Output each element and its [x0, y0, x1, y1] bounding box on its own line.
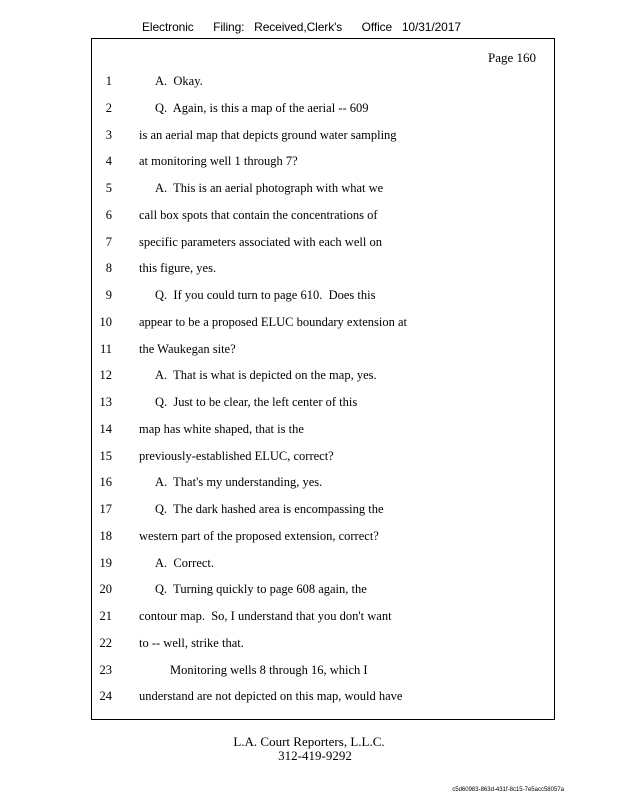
transcript-line	[0, 312, 618, 332]
transcript-line	[0, 339, 618, 359]
filing-stamp-part-4: Office	[361, 20, 393, 34]
footer-company: L.A. Court Reporters, L.L.C.	[233, 734, 385, 749]
transcript-line	[0, 526, 618, 546]
line-text: Q. The dark hashed area is encompassing the	[155, 502, 384, 516]
line-number: 17	[99, 502, 112, 516]
line-text: western part of the proposed extension, correct?	[139, 528, 379, 543]
line-number: 10	[99, 314, 112, 329]
line-number: 21	[99, 609, 112, 623]
line-text: at monitoring well 1 through 7?	[139, 154, 298, 169]
line-text: A. This is an aerial photograph with what we	[155, 181, 384, 195]
line-number: 18	[99, 528, 112, 543]
document-id: c5d60983-863d-431f-8c15-7e5acc58057a	[452, 787, 564, 793]
line-number: 4	[105, 154, 112, 169]
line-text: understand are not depicted on this map, would have	[139, 689, 403, 704]
line-number: 6	[105, 207, 112, 222]
line-text: is an aerial map that depicts ground water sampling	[139, 127, 397, 142]
transcript-line	[0, 660, 618, 680]
filing-stamp-part-3: Received,Clerk's	[254, 20, 343, 34]
line-number: 9	[105, 288, 112, 302]
transcript-line	[0, 419, 618, 439]
transcript-line	[0, 258, 618, 278]
line-text: map has white shaped, that is the	[139, 421, 304, 436]
line-number: 15	[99, 448, 112, 463]
line-number: 11	[99, 341, 112, 356]
transcript-line	[0, 499, 618, 519]
footer-phone: 312-419-9292	[278, 748, 352, 763]
line-number: 20	[99, 582, 112, 597]
line-number: 23	[99, 662, 112, 677]
line-text: to -- well, strike that.	[139, 635, 244, 650]
line-number: 1	[105, 74, 112, 88]
line-number: 24	[99, 689, 112, 704]
line-number: 3	[105, 127, 112, 142]
line-number: 7	[105, 234, 112, 249]
line-number: 5	[105, 181, 112, 195]
line-number: 14	[99, 421, 112, 436]
line-text: A. Okay.	[155, 74, 203, 88]
transcript-line	[0, 579, 618, 599]
filing-stamp-part-5: 10/31/2017	[401, 20, 461, 34]
filing-stamp-part-1: Electronic	[142, 20, 194, 34]
line-number: 13	[99, 395, 112, 409]
transcript-line	[0, 178, 618, 198]
transcript-line	[0, 553, 618, 573]
line-number: 16	[99, 475, 112, 490]
line-text: contour map. So, I understand that you don't want	[139, 609, 392, 623]
line-text: Q. If you could turn to page 610. Does this	[155, 288, 376, 302]
line-text: Monitoring wells 8 through 16, which I	[170, 662, 368, 677]
transcript-line	[0, 446, 618, 466]
transcript-line	[0, 285, 618, 305]
line-text: call box spots that contain the concentrations of	[139, 207, 378, 222]
transcript-line	[0, 98, 618, 118]
transcript-line	[0, 392, 618, 412]
line-text: Q. Turning quickly to page 608 again, the	[155, 582, 367, 597]
line-text: this figure, yes.	[139, 261, 217, 276]
transcript-line	[0, 205, 618, 225]
line-number: 12	[99, 368, 112, 383]
filing-stamp-part-2: Filing:	[213, 20, 245, 34]
line-number: 22	[99, 635, 112, 650]
line-number: 2	[105, 100, 112, 115]
transcript-line	[0, 472, 618, 492]
line-text: A. That's my understanding, yes.	[155, 475, 323, 490]
line-text: A. Correct.	[155, 555, 215, 570]
line-number: 19	[99, 555, 112, 570]
line-text: appear to be a proposed ELUC boundary extension at	[139, 314, 407, 329]
filing-stamp-header	[142, 20, 461, 34]
line-text: the Waukegan site?	[139, 341, 236, 356]
transcript-line	[0, 365, 618, 385]
line-text: specific parameters associated with each well on	[139, 234, 382, 249]
transcript-line	[0, 232, 618, 252]
line-text: Q. Again, is this a map of the aerial -- 609	[155, 100, 369, 115]
line-text: A. That is what is depicted on the map, yes.	[155, 368, 377, 383]
transcript-line	[0, 686, 618, 706]
transcript-line	[0, 125, 618, 145]
line-text: previously-established ELUC, correct?	[139, 448, 334, 463]
transcript-line	[0, 606, 618, 626]
transcript-line	[0, 151, 618, 171]
page-number: Page 160	[487, 50, 536, 65]
transcript-line	[0, 71, 618, 91]
line-number: 8	[105, 261, 112, 276]
transcript-line	[0, 633, 618, 653]
line-text: Q. Just to be clear, the left center of this	[155, 395, 358, 409]
